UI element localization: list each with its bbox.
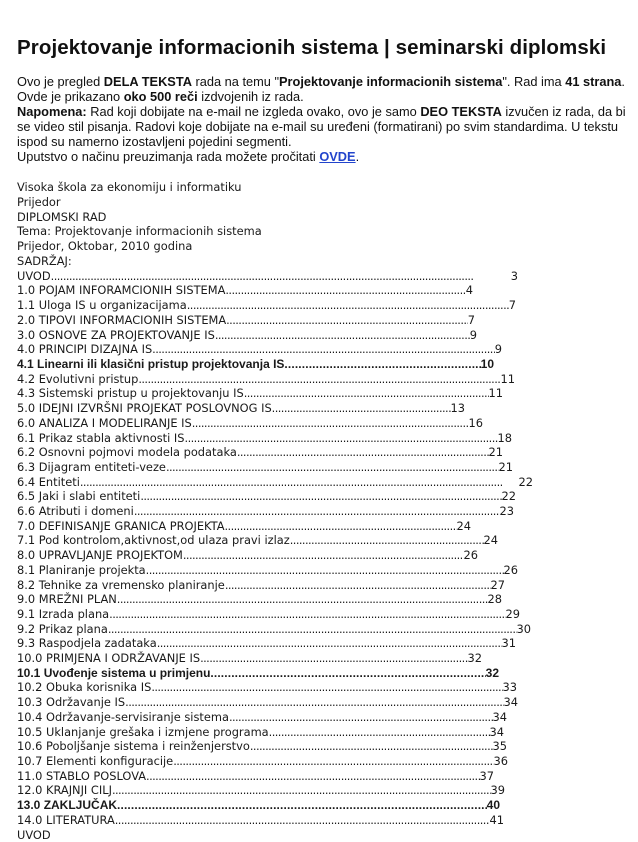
toc-entry-title: 10.6 Poboljšanje sistema i reinženjerstvo	[17, 739, 250, 754]
toc-page-number: 40	[487, 798, 500, 813]
toc-dot-leader	[117, 798, 487, 813]
toc-page-number: 7	[509, 298, 516, 313]
bold-run: Napomena:	[17, 104, 87, 119]
toc-page-number: 41	[490, 813, 505, 828]
toc-entry-title: 7.1 Pod kontrolom,aktivnost,od ulaza pravi izlaz	[17, 533, 290, 548]
toc-dot-leader	[244, 386, 489, 401]
toc-entry[interactable]	[17, 666, 499, 681]
toc-entry[interactable]	[17, 431, 512, 446]
toc-dot-leader	[51, 269, 511, 284]
intro-overview-paragraph	[17, 74, 629, 104]
toc-entry-title: 6.1 Prikaz stabla aktivnosti IS	[17, 431, 185, 446]
toc-entry-title: 4.1 Linearni ili klasični pristup projektovanja IS	[17, 357, 284, 372]
toc-entry[interactable]	[17, 357, 494, 372]
toc-page-number: 34	[490, 725, 505, 740]
toc-page-number: 30	[517, 622, 532, 637]
toc-page-number: 32	[486, 666, 499, 681]
toc-dot-leader	[185, 431, 498, 446]
toc-entry[interactable]	[17, 548, 478, 563]
toc-dot-leader	[117, 592, 488, 607]
toc-dot-leader	[173, 754, 493, 769]
table-of-contents	[17, 269, 638, 828]
toc-dot-leader	[146, 769, 479, 784]
toc-dot-leader	[269, 725, 490, 740]
toc-entry[interactable]	[17, 269, 518, 284]
document-header	[17, 180, 638, 269]
toc-entry-title: 14.0 LITERATURA	[17, 813, 115, 828]
toc-entry-title: 3.0 OSNOVE ZA PROJEKTOVANJE IS	[17, 328, 215, 343]
toc-entry-title: 9.0 MREŽNI PLAN	[17, 592, 117, 607]
toc-entry-title: 2.0 TIPOVI INFORMACIONIH SISTEMA	[17, 313, 226, 328]
toc-entry[interactable]	[17, 651, 482, 666]
instructions-text: Uputstvo o načinu preuzimanja rada možete pročitati	[17, 149, 319, 164]
toc-entry-title: 10.2 Obuka korisnika IS	[17, 680, 151, 695]
toc-entry[interactable]	[17, 372, 515, 387]
toc-entry[interactable]	[17, 504, 514, 519]
document-header-line: SADRŽAJ:	[17, 254, 638, 269]
toc-entry[interactable]	[17, 622, 531, 637]
toc-dot-leader	[109, 607, 505, 622]
toc-entry[interactable]	[17, 401, 465, 416]
toc-dot-leader	[250, 739, 493, 754]
bold-run: 41 strana	[565, 74, 621, 89]
document-header-line: DIPLOMSKI RAD	[17, 210, 638, 225]
toc-page-number: 22	[502, 489, 517, 504]
instructions-suffix: .	[356, 149, 360, 164]
toc-dot-leader	[157, 636, 502, 651]
toc-entry[interactable]	[17, 710, 507, 725]
toc-entry[interactable]	[17, 489, 516, 504]
toc-dot-leader	[115, 813, 490, 828]
toc-dot-leader	[183, 548, 464, 563]
toc-entry[interactable]	[17, 695, 518, 710]
toc-entry-title: 9.1 Izrada plana	[17, 607, 109, 622]
toc-entry[interactable]	[17, 739, 507, 754]
toc-entry[interactable]	[17, 298, 516, 313]
toc-entry-title: 9.3 Raspodjela zadataka	[17, 636, 157, 651]
toc-entry[interactable]	[17, 680, 517, 695]
text-run: izdvojenih iz rada.	[198, 89, 304, 104]
toc-entry[interactable]	[17, 533, 498, 548]
toc-entry-title: 10.1 Uvođenje sistema u primjenu	[17, 666, 210, 681]
document-header-line: Visoka škola za ekonomiju i informatiku	[17, 180, 638, 195]
toc-entry-title: 1.1 Uloga IS u organizacijama	[17, 298, 187, 313]
toc-dot-leader	[187, 298, 509, 313]
bold-run: Projektovanje informacionih sistema	[279, 74, 502, 89]
document-header-line: Prijedor	[17, 195, 638, 210]
text-run: izvučen iz rada, da bi se video stil pisanja. Radovi koje dobijate na e-mail su uređeni (formatirani) po svim standardima. U tekstu ispod su namerno izostavljeni pojedini segmenti.	[17, 104, 626, 149]
toc-dot-leader	[272, 401, 451, 416]
toc-entry-title: 4.0 PRINCIPI DIZAJNA IS	[17, 342, 152, 357]
toc-entry-title: 4.2 Evolutivni pristup	[17, 372, 138, 387]
document-header-line: Prijedor, Oktobar, 2010 godina	[17, 239, 638, 254]
toc-entry[interactable]	[17, 416, 483, 431]
toc-page-number: 24	[457, 519, 472, 534]
toc-page-number: 27	[491, 578, 506, 593]
toc-dot-leader	[138, 372, 500, 387]
toc-entry[interactable]	[17, 725, 504, 740]
toc-dot-leader	[229, 710, 493, 725]
toc-page-number: 24	[484, 533, 499, 548]
toc-entry[interactable]	[17, 475, 533, 490]
text-run: Ovo je pregled	[17, 74, 104, 89]
toc-entry-title: 10.7 Elementi konfiguracije	[17, 754, 173, 769]
toc-entry[interactable]	[17, 813, 504, 828]
toc-dot-leader	[151, 680, 502, 695]
toc-page-number: 34	[504, 695, 519, 710]
toc-entry-title: 7.0 DEFINISANJE GRANICA PROJEKTA	[17, 519, 225, 534]
toc-entry[interactable]	[17, 563, 518, 578]
toc-page-number: 9	[470, 328, 477, 343]
toc-page-number: 11	[489, 386, 504, 401]
toc-page-number: 7	[468, 313, 475, 328]
toc-dot-leader	[146, 563, 504, 578]
text-run: rada na temu "	[192, 74, 279, 89]
toc-entry[interactable]	[17, 798, 500, 813]
toc-dot-leader	[225, 578, 491, 593]
toc-entry[interactable]	[17, 519, 471, 534]
toc-page-number: 10	[481, 357, 494, 372]
toc-entry-title: 8.0 UPRAVLJANJE PROJEKTOM	[17, 548, 183, 563]
toc-entry-title: 10.3 Održavanje IS	[17, 695, 125, 710]
toc-page-number: 9	[495, 342, 502, 357]
toc-page-number: 34	[493, 710, 508, 725]
ovde-link[interactable]: OVDE	[319, 149, 355, 164]
toc-entry-title: 10.5 Uklanjanje grešaka i izmjene programa	[17, 725, 269, 740]
toc-page-number: 37	[480, 769, 495, 784]
toc-dot-leader	[215, 328, 470, 343]
bold-run: DEO TEKSTA	[420, 104, 502, 119]
toc-page-number: 3	[511, 269, 518, 284]
toc-dot-leader	[140, 489, 501, 504]
toc-entry[interactable]	[17, 636, 516, 651]
toc-entry[interactable]	[17, 342, 502, 357]
toc-dot-leader	[166, 460, 499, 475]
toc-entry-title: UVOD	[17, 269, 51, 284]
text-run: . Ovde je prikazano	[17, 74, 625, 104]
toc-entry-title: 6.3 Dijagram entiteti-veze	[17, 460, 166, 475]
toc-entry-title: 4.3 Sistemski pristup u projektovanju IS	[17, 386, 244, 401]
toc-dot-leader	[108, 622, 517, 637]
toc-entry-title: 1.0 POJAM INFORAMCIONIH SISTEMA	[17, 283, 225, 298]
toc-dot-leader	[80, 475, 519, 490]
toc-page-number: 29	[506, 607, 521, 622]
toc-entry[interactable]	[17, 328, 477, 343]
toc-entry-title: 12.0 KRAJNJI CILJ	[17, 783, 112, 798]
toc-entry-title: 6.4 Entiteti	[17, 475, 80, 490]
toc-dot-leader	[284, 357, 480, 372]
toc-dot-leader	[134, 504, 500, 519]
toc-page-number: 18	[498, 431, 513, 446]
toc-page-number: 33	[503, 680, 518, 695]
toc-entry-title: 10.4 Održavanje-servisiranje sistema	[17, 710, 229, 725]
toc-dot-leader	[237, 445, 489, 460]
section-heading-uvod: UVOD	[17, 828, 638, 842]
toc-page-number: 16	[469, 416, 484, 431]
toc-entry-title: 8.2 Tehnike za vremensko planiranje	[17, 578, 225, 593]
toc-entry[interactable]	[17, 578, 505, 593]
toc-entry-title: 6.2 Osnovni pojmovi modela podataka	[17, 445, 237, 460]
toc-entry[interactable]	[17, 754, 508, 769]
toc-page-number: 23	[500, 504, 515, 519]
toc-dot-leader	[225, 519, 457, 534]
toc-dot-leader	[192, 416, 469, 431]
toc-entry-title: 8.1 Planiranje projekta	[17, 563, 146, 578]
toc-dot-leader	[200, 651, 467, 666]
toc-dot-leader	[290, 533, 484, 548]
toc-entry[interactable]	[17, 283, 473, 298]
toc-dot-leader	[210, 666, 485, 681]
toc-page-number: 31	[502, 636, 517, 651]
toc-page-number: 26	[504, 563, 519, 578]
toc-page-number: 21	[489, 445, 504, 460]
bold-run: oko 500 reči	[124, 89, 198, 104]
toc-entry[interactable]	[17, 783, 505, 798]
toc-entry-title: 5.0 IDEJNI IZVRŠNI PROJEKAT POSLOVNOG IS	[17, 401, 272, 416]
document-header-line: Tema: Projektovanje informacionih sistema	[17, 224, 638, 239]
toc-entry-title: 11.0 STABLO POSLOVA	[17, 769, 146, 784]
toc-entry[interactable]	[17, 769, 494, 784]
toc-page-number: 39	[491, 783, 506, 798]
toc-dot-leader	[225, 283, 465, 298]
toc-entry[interactable]	[17, 460, 513, 475]
text-run: ". Rad ima	[502, 74, 565, 89]
toc-entry[interactable]	[17, 607, 520, 622]
toc-entry-title: 13.0 ZAKLJUČAK	[17, 798, 117, 813]
intro-instructions-paragraph	[17, 149, 629, 164]
toc-page-number: 36	[494, 754, 509, 769]
intro-block	[17, 74, 629, 164]
toc-entry-title: 9.2 Prikaz plana	[17, 622, 108, 637]
toc-page-number: 22	[519, 475, 534, 490]
toc-entry-title: 10.0 PRIMJENA I ODRŽAVANJE IS	[17, 651, 200, 666]
toc-entry[interactable]	[17, 445, 503, 460]
toc-page-number: 13	[451, 401, 466, 416]
bold-run: DELA TEKSTA	[104, 74, 192, 89]
page-title: Projektovanje informacionih sistema | seminarski diplomski	[17, 36, 638, 60]
toc-page-number: 21	[499, 460, 514, 475]
toc-entry-title: 6.6 Atributi i domeni	[17, 504, 134, 519]
intro-note-paragraph	[17, 104, 629, 149]
toc-entry-title: 6.5 Jaki i slabi entiteti	[17, 489, 140, 504]
toc-dot-leader	[226, 313, 468, 328]
toc-dot-leader	[152, 342, 495, 357]
toc-page-number: 32	[468, 651, 483, 666]
toc-dot-leader	[125, 695, 503, 710]
toc-page-number: 4	[466, 283, 473, 298]
toc-entry[interactable]	[17, 592, 502, 607]
toc-entry-title: 6.0 ANALIZA I MODELIRANJE IS	[17, 416, 192, 431]
toc-entry[interactable]	[17, 313, 475, 328]
toc-page-number: 28	[488, 592, 503, 607]
toc-dot-leader	[112, 783, 491, 798]
toc-page-number: 11	[501, 372, 516, 387]
toc-entry[interactable]	[17, 386, 503, 401]
toc-page-number: 26	[464, 548, 479, 563]
toc-page-number: 35	[493, 739, 508, 754]
text-run: Rad koji dobijate na e-mail ne izgleda ovako, ovo je samo	[87, 104, 421, 119]
